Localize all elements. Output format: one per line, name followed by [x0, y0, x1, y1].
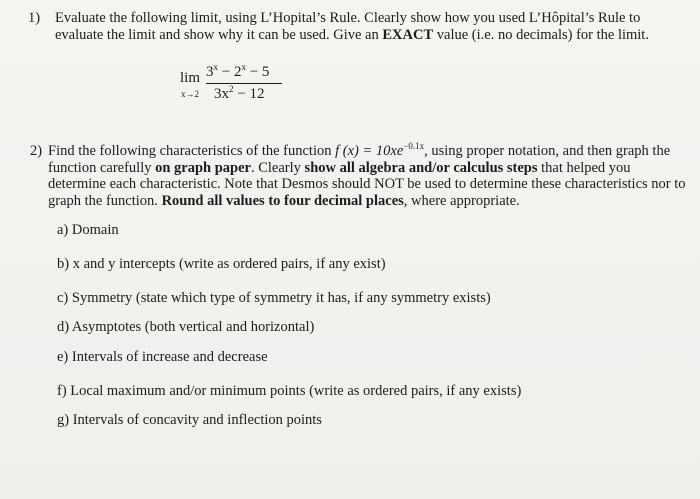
question-2-text	[48, 141, 686, 209]
lim-approach: x→2	[181, 89, 199, 99]
question-2-line-4: graph the function. Round all values to four decimal places, where appropriate.	[48, 192, 520, 209]
limit-expression	[180, 64, 300, 104]
list-item-domain: a) Domain	[57, 222, 119, 238]
fraction-bar	[206, 83, 282, 84]
limit-denominator: $3x^2 - 12$	[214, 84, 265, 102]
question-2-line-2: function carefully on graph paper. Clearly show all algebra and/or calculus steps that helped you	[48, 159, 631, 176]
list-item-extrema: f) Local maximum and/or minimum points (write as ordered pairs, if any exists)	[57, 383, 522, 399]
list-item-intervals: e) Intervals of increase and decrease	[57, 349, 268, 365]
question-2-line-1: Find the following characteristics of the function f $(x) = 10xe^{-0.1x}$, using proper notation, and then graph the	[48, 141, 671, 159]
limit-numerator: $3^x - 2^x - 5$	[206, 62, 270, 80]
list-item-symmetry: c) Symmetry (state which type of symmetry it has, if any symmetry exists)	[57, 290, 491, 306]
list-item-intercepts: b) x and y intercepts (write as ordered pairs, if any exist)	[57, 256, 386, 272]
lim-word: lim	[180, 70, 201, 86]
question-1-text	[55, 10, 665, 44]
question-1-line-2: evaluate the limit and show why it can be used. Give an EXACT value (i.e. no decimals) for the limit.	[55, 27, 649, 43]
question-2-number: 2)	[30, 143, 43, 159]
list-item-concavity: g) Intervals of concavity and inflection points	[57, 412, 322, 428]
list-item-asymptotes: d) Asymptotes (both vertical and horizontal)	[57, 319, 315, 335]
question-1-number: 1)	[28, 10, 41, 26]
function-expression: f (x) = 10xe	[335, 143, 404, 159]
question-1-line-1: Evaluate the following limit, using L’Hopital’s Rule. Clearly show how you used L’Hôpital’s Rule to	[55, 10, 641, 26]
question-2-line-3: determine each characteristic. Note that Desmos should NOT be used to determine these characteristics nor to	[48, 176, 686, 192]
